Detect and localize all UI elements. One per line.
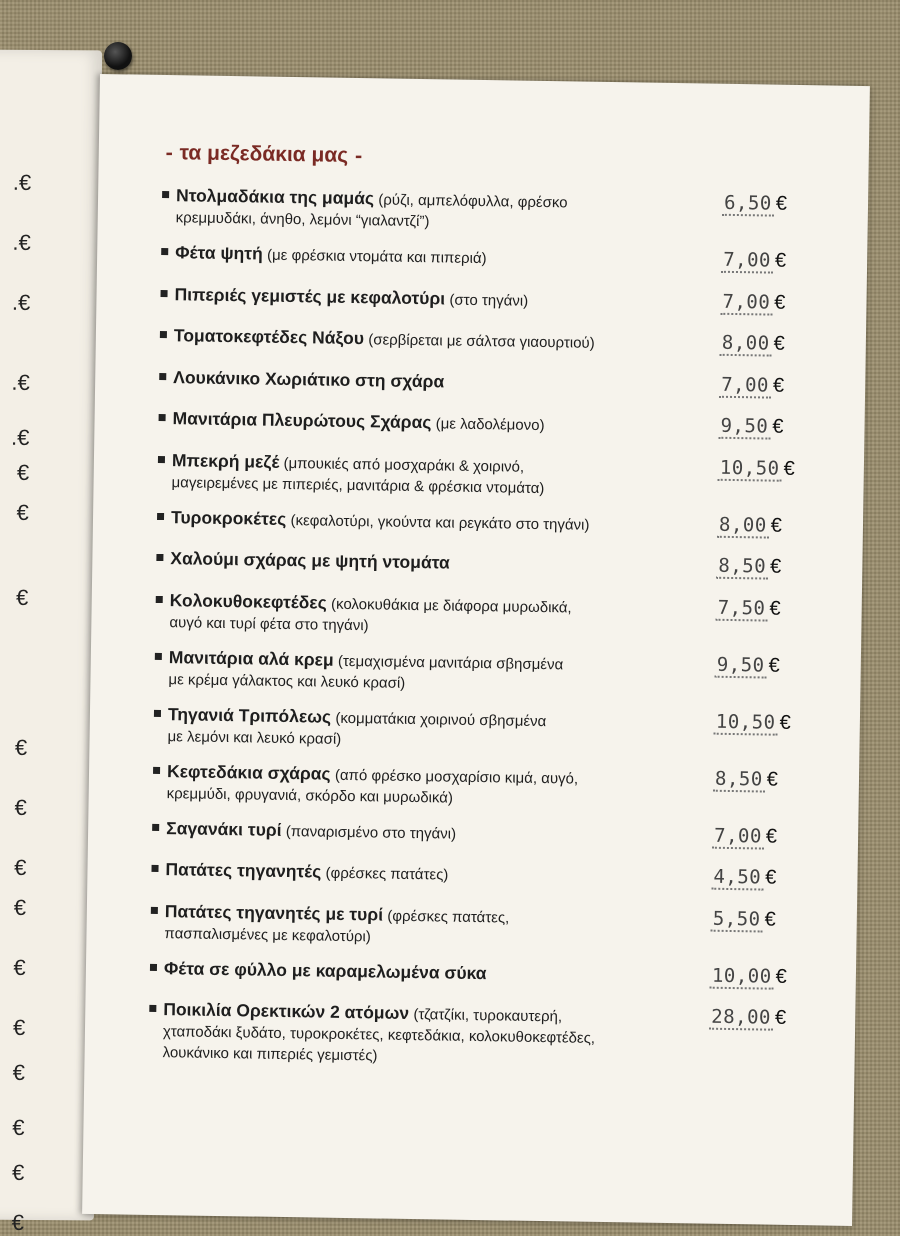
menu-item-text [153, 760, 714, 812]
menu-item-description-line: μαγειρεμένες με πιπεριές, μανιτάρια & φρέσκια ντομάτα) [171, 473, 545, 497]
bullet-icon [157, 513, 164, 520]
menu-item-name: Τηγανιά Τριπόλεως [167, 703, 332, 727]
menu-item-description: (φρέσκες πατάτες) [325, 864, 449, 884]
menu-item-name: Κεφτεδάκια σχάρας [166, 760, 331, 784]
menu-item-name: Πατάτες τηγανητές με τυρί [164, 900, 384, 925]
menu-item-description-line: κρεμμυδάκι, άνηθο, λεμόνι “γιαλαντζί”) [175, 209, 430, 231]
menu-item-name: Χαλούμι σχάρας με ψητή ντομάτα [170, 548, 450, 573]
left-page-price: € [14, 794, 27, 820]
menu-item-price [716, 596, 806, 620]
menu-item-name: Ποικιλία Ορεκτικών 2 ατόμων [163, 999, 410, 1023]
left-page-price: € [11, 1209, 24, 1235]
currency-symbol: € [773, 332, 785, 355]
bullet-icon [151, 865, 158, 872]
currency-symbol: € [769, 597, 781, 620]
menu-item-description: (παναρισμένο στο τηγάνι) [285, 822, 457, 843]
menu-item-description-line: πασπαλισμένες με κεφαλοτύρι) [164, 924, 371, 945]
menu-item-price [719, 373, 809, 397]
menu-item-price [716, 555, 806, 579]
price-amount: 7,00 [720, 290, 772, 315]
menu-item-description: (στο τηγάνι) [449, 291, 529, 310]
menu-item-description-line: με κρέμα γάλακτος και λευκό κρασί) [168, 670, 406, 692]
currency-symbol: € [775, 192, 788, 215]
price-amount: 28,00 [709, 1006, 773, 1031]
bullet-icon [160, 331, 167, 338]
bullet-icon [159, 373, 166, 380]
menu-item-text [153, 703, 714, 755]
menu-item-price [720, 332, 810, 356]
left-page-price: .€ [12, 169, 32, 195]
bullet-icon [162, 191, 169, 198]
menu-item-description-line: αυγό και τυρί φέτα στο τηγάνι) [169, 613, 369, 634]
menu-item-price [721, 249, 811, 273]
left-page-price: € [12, 1059, 26, 1085]
menu-item-text [157, 449, 718, 501]
currency-symbol: € [774, 291, 786, 314]
menu-item-name: Κολοκυθοκεφτέδες [169, 589, 327, 613]
menu-item-description: (από φρέσκο μοσχαρίσιο κιμά, αυγό, [334, 766, 579, 788]
bullet-icon [154, 710, 161, 717]
bullet-icon [152, 824, 159, 831]
menu-item-price [720, 290, 810, 314]
menu-item-price [710, 964, 800, 988]
menu-item-price [711, 907, 801, 931]
left-page-price: € [16, 459, 30, 485]
menu-item-price [713, 767, 803, 791]
price-amount: 7,00 [712, 824, 764, 849]
menu-item-price [714, 710, 804, 734]
menu-item-description-line: χταποδάκι ξυδάτο, τυροκροκέτες, κεφτεδάκια, κολοκυθοκεφτέδες, [162, 1023, 596, 1047]
menu-item-name: Λουκάνικο Χωριάτικο στη σχάρα [173, 366, 445, 391]
menu-item-price [712, 824, 802, 848]
menu-item-price [718, 415, 808, 439]
menu-item-description: (με λαδολέμονο) [435, 415, 545, 435]
price-amount: 7,00 [719, 373, 771, 398]
menu-item-name: Φέτα σε φύλλο με καραμελωμένα σύκα [163, 957, 487, 983]
bullet-icon [158, 456, 165, 463]
left-page-price: .€ [12, 229, 31, 255]
price-amount: 5,50 [711, 907, 763, 932]
menu-item-name: Μανιτάρια Πλευρώτους Σχάρας [172, 408, 432, 433]
menu-item-price [711, 866, 801, 890]
price-amount: 8,00 [720, 332, 772, 357]
left-page-price: € [14, 734, 28, 760]
menu-item-name: Πιπεριές γεμιστές με κεφαλοτύρι [174, 283, 446, 308]
menu-item-price [718, 456, 808, 480]
currency-symbol: € [783, 457, 795, 480]
currency-symbol: € [765, 825, 778, 848]
menu-item-name: Φέτα ψητή [175, 242, 263, 264]
section-title: ⁃ τα μεζεδάκια μας ⁃ [164, 141, 364, 167]
menu-item-name: Τοματοκεφτέδες Νάξου [173, 325, 365, 349]
ornament-left-icon: ⁃ [164, 143, 174, 164]
left-page-price: € [12, 1114, 25, 1140]
currency-symbol: € [774, 249, 787, 272]
left-page-price: € [14, 854, 27, 880]
price-amount: 4,50 [711, 866, 763, 891]
menu-item-description: (κολοκυθάκια με διάφορα μυρωδικά, [330, 595, 572, 616]
price-amount: 9,50 [715, 653, 767, 678]
bullet-icon [156, 554, 163, 561]
pin-icon [104, 42, 132, 70]
left-page-price: € [15, 584, 29, 610]
currency-symbol: € [774, 1006, 787, 1029]
menu-item-price [709, 1006, 799, 1030]
menu-item-name: Τυροκροκέτες [170, 506, 287, 529]
currency-symbol: € [775, 965, 787, 988]
currency-symbol: € [766, 768, 779, 791]
left-page-price: € [11, 1159, 25, 1185]
menu-item-description-line: λουκάνικο και πιπεριές γεμιστές) [162, 1044, 378, 1065]
price-amount: 8,00 [717, 513, 769, 538]
menu-item-name: Ντολμαδάκια της μαμάς [175, 185, 375, 209]
menu-item-price [722, 192, 812, 216]
left-page-price: € [13, 954, 26, 980]
menu-item-description: (τεμαχισμένα μανιτάρια σβησμένα [337, 652, 564, 673]
menu-item-text [148, 999, 709, 1072]
menu-item-text [154, 646, 715, 698]
left-page-price: € [16, 499, 29, 525]
bullet-icon [151, 907, 158, 914]
menu-item-description-line: με λεμόνι και λευκό κρασί) [167, 727, 342, 748]
currency-symbol: € [779, 711, 791, 734]
price-amount: 8,50 [713, 767, 765, 792]
currency-symbol: € [772, 374, 785, 397]
price-amount: 10,00 [710, 964, 774, 989]
price-amount: 9,50 [718, 415, 770, 440]
bullet-icon [161, 248, 168, 255]
price-amount: 8,50 [716, 555, 768, 580]
menu-item-description: (κεφαλοτύρι, γκούντα και ρεγκάτο στο τηγάνι) [290, 511, 590, 534]
bullet-icon [159, 414, 166, 421]
menu-item-name: Μανιτάρια αλά κρεμ [168, 646, 334, 670]
menu-item [148, 999, 839, 1086]
price-amount: 10,50 [718, 456, 782, 481]
bullet-icon [150, 964, 157, 971]
price-amount: 6,50 [722, 192, 774, 217]
menu-item-name: Πατάτες τηγανητές [165, 859, 322, 882]
bullet-icon [155, 653, 162, 660]
menu-item-price [715, 653, 805, 677]
menu-item-name: Σαγανάκι τυρί [166, 817, 282, 840]
menu-item-description: (ρύζι, αμπελόφυλλα, φρέσκο [378, 191, 568, 212]
bullet-icon [161, 290, 168, 297]
menu-item-description-line: κρεμμύδι, φρυγανιά, σκόρδο και μυρωδικά) [166, 784, 454, 807]
menu-item-description: (κομματάκια χοιρινού σβησμένα [335, 709, 547, 730]
left-page-price: € [13, 894, 27, 920]
menu-item-price [717, 513, 807, 537]
bullet-icon [156, 596, 163, 603]
price-amount: 7,00 [721, 249, 773, 274]
price-amount: 7,50 [715, 596, 767, 621]
menu-item-text [162, 185, 723, 237]
menu-item-description: (μπουκιές από μοσχαράκι & χοιρινό, [283, 454, 525, 476]
currency-symbol: € [765, 866, 777, 889]
bullet-icon [149, 1005, 156, 1012]
menu-item-text [150, 900, 711, 952]
left-page-price: .€ [10, 424, 30, 450]
menu-item-description: (σερβίρεται με σάλτσα γιαουρτιού) [368, 331, 595, 352]
menu-item-description: (με φρέσκια ντομάτα και πιπεριά) [266, 246, 487, 268]
menu-item-text [155, 589, 716, 641]
menu-page [82, 74, 870, 1226]
left-page-price: € [12, 1014, 26, 1040]
left-page-price: .€ [11, 369, 30, 395]
menu-item-description: (φρέσκες πατάτες, [387, 907, 510, 927]
bullet-icon [153, 767, 160, 774]
price-amount: 10,50 [714, 710, 778, 735]
menu-item-list [148, 185, 852, 1086]
currency-symbol: € [770, 514, 783, 537]
left-page-price: .€ [11, 289, 31, 315]
currency-symbol: € [772, 415, 784, 438]
menu-item-name: Μπεκρή μεζέ [171, 449, 280, 472]
ornament-right-icon: ⁃ [353, 146, 364, 167]
currency-symbol: € [768, 654, 780, 677]
currency-symbol: € [764, 908, 776, 931]
currency-symbol: € [769, 555, 782, 578]
menu-item-description: (τζατζίκι, τυροκαυτερή, [413, 1006, 563, 1026]
